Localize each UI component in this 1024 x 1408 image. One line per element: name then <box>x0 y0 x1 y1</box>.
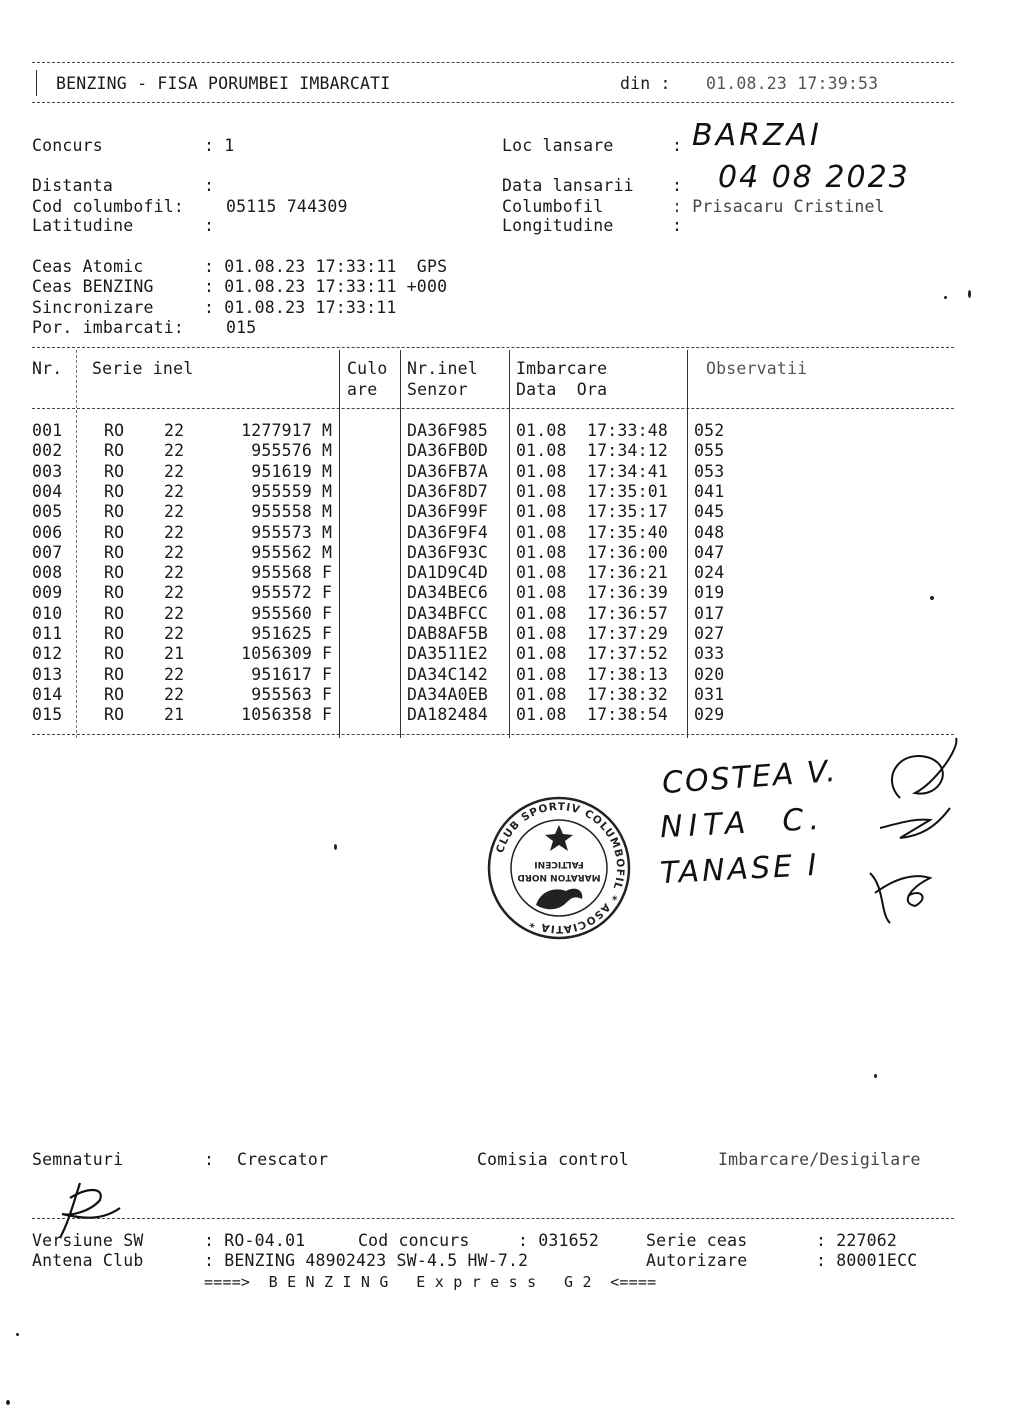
cell-data: 01.08 <box>516 542 567 562</box>
cell-tara: RO <box>104 705 125 725</box>
cell-nr: 012 <box>32 644 63 664</box>
handwritten-name-2: NITA C. <box>659 801 826 846</box>
cell-nr: 011 <box>32 624 63 643</box>
cell-senzor: DA36F9F4 <box>407 522 489 542</box>
cell-sex: M <box>322 441 333 461</box>
cell-an: 22 <box>164 481 185 501</box>
antena-club-value: : BENZING 48902423 SW-4.5 HW-7.2 <box>204 1251 529 1270</box>
autorizare-label: Autorizare <box>646 1251 748 1270</box>
cell-an: 22 <box>164 684 185 704</box>
commission-initials-icon <box>860 728 970 928</box>
table-row <box>0 705 1024 725</box>
col-header-observatii: Observatii <box>706 359 808 378</box>
cell-inel: 1056358 <box>241 705 312 725</box>
stamp-outer-text: CLUB SPORTIV COLUMBOFIL * ASOCIATIA * <box>494 800 627 936</box>
sincronizare-value: : 01.08.23 17:33:11 <box>204 298 397 317</box>
cell-ora: 17:34:12 <box>587 441 669 461</box>
cod-columbofil-label: Cod columbofil: <box>32 197 185 216</box>
cell-senzor: DA36F99F <box>407 502 489 522</box>
col-header-nrinel-2: Senzor <box>407 380 468 399</box>
cell-data: 01.08 <box>516 603 567 623</box>
cell-senzor: DA1D9C4D <box>407 563 489 583</box>
cell-sex: F <box>322 664 333 684</box>
versiune-sw-label: Versiune SW <box>32 1231 144 1250</box>
cell-an: 22 <box>164 624 185 643</box>
comisia-control-label: Comisia control <box>477 1150 630 1169</box>
cell-an: 22 <box>164 522 185 542</box>
table-row <box>0 482 1024 502</box>
cell-data: 01.08 <box>516 684 567 704</box>
cell-an: 22 <box>164 563 185 583</box>
col-header-culoare-1: Culo <box>347 359 388 378</box>
cell-inel: 955558 <box>251 502 312 522</box>
cell-tara: RO <box>104 644 125 664</box>
cell-nr: 008 <box>32 563 63 583</box>
scan-speck <box>968 290 971 298</box>
distanta-value: : <box>204 176 215 195</box>
cell-sex: F <box>322 624 333 643</box>
benzing-express-banner: ====> B E N Z I N G E x p r e s s G 2 <==== <box>204 1273 657 1291</box>
cell-sex: F <box>322 583 333 603</box>
footer-top-rule <box>32 1218 954 1219</box>
scan-speck <box>874 1074 877 1078</box>
antena-club-label: Antena Club <box>32 1251 144 1270</box>
cell-nr: 002 <box>32 441 63 461</box>
cell-an: 22 <box>164 542 185 562</box>
cell-obs: 045 <box>694 502 725 522</box>
cell-tara: RO <box>104 502 125 522</box>
cell-an: 21 <box>164 644 185 664</box>
scan-speck <box>16 1333 19 1336</box>
cell-nr: 013 <box>32 664 63 684</box>
porumbei-count-value: 015 <box>226 318 257 337</box>
cell-senzor: DA36FB0D <box>407 441 489 461</box>
cell-inel: 955563 <box>251 684 312 704</box>
cell-inel: 955576 <box>251 441 312 461</box>
columbofil-label: Columbofil <box>502 197 604 216</box>
cell-senzor: DAB8AF5B <box>407 624 489 643</box>
table-row <box>0 685 1024 705</box>
col-header-nr: Nr. <box>32 359 63 378</box>
col-header-culoare-2: are <box>347 380 378 399</box>
stamp-pigeon-icon <box>536 889 582 910</box>
table-row <box>0 644 1024 664</box>
latitudine-label: Latitudine <box>32 216 134 235</box>
data-lansarii-label: Data lansarii <box>502 176 634 195</box>
cell-ora: 17:36:39 <box>587 583 669 603</box>
cell-an: 22 <box>164 441 185 461</box>
cell-an: 22 <box>164 421 185 440</box>
cell-sex: M <box>322 522 333 542</box>
table-header-rule <box>32 408 954 409</box>
cell-ora: 17:38:32 <box>587 684 669 704</box>
cell-nr: 005 <box>32 502 63 522</box>
cell-obs: 020 <box>694 664 725 684</box>
club-stamp-icon <box>486 795 632 941</box>
concurs-value: : 1 <box>204 136 235 155</box>
cell-ora: 17:36:57 <box>587 603 669 623</box>
cell-inel: 951625 <box>251 624 312 643</box>
cell-nr: 015 <box>32 705 63 725</box>
longitudine-value: : <box>672 216 683 235</box>
cell-data: 01.08 <box>516 461 567 481</box>
loc-lansare-value: BARZAI <box>692 118 822 153</box>
cell-data: 01.08 <box>516 624 567 643</box>
cell-obs: 033 <box>694 644 725 664</box>
cell-senzor: DA36F8D7 <box>407 481 489 501</box>
columbofil-value: : Prisacaru Cristinel <box>672 197 885 216</box>
cell-data: 01.08 <box>516 664 567 684</box>
cell-tara: RO <box>104 441 125 461</box>
cell-obs: 055 <box>694 441 725 461</box>
cell-data: 01.08 <box>516 421 567 440</box>
cell-data: 01.08 <box>516 522 567 542</box>
col-header-imbarcare-1: Imbarcare <box>516 359 608 378</box>
cell-sex: M <box>322 502 333 522</box>
cell-inel: 955560 <box>251 603 312 623</box>
table-row <box>0 421 1024 441</box>
latitudine-value: : <box>204 216 215 235</box>
table-row <box>0 583 1024 603</box>
cell-tara: RO <box>104 603 125 623</box>
table-row <box>0 441 1024 461</box>
cell-tara: RO <box>104 563 125 583</box>
cell-inel: 1277917 <box>241 421 312 440</box>
cell-nr: 007 <box>32 542 63 562</box>
loc-lansare-sep: : <box>672 136 683 155</box>
cell-data: 01.08 <box>516 502 567 522</box>
cell-inel: 955559 <box>251 481 312 501</box>
cell-obs: 048 <box>694 522 725 542</box>
cell-sex: F <box>322 705 333 725</box>
cell-data: 01.08 <box>516 441 567 461</box>
table-row <box>0 543 1024 563</box>
scan-speck <box>334 844 337 850</box>
cell-inel: 951617 <box>251 664 312 684</box>
cell-inel: 955568 <box>251 563 312 583</box>
cell-ora: 17:34:41 <box>587 461 669 481</box>
cell-obs: 019 <box>694 583 725 603</box>
stamp-inner-line-1: MARATON NORD <box>517 872 601 882</box>
col-header-nrinel-1: Nr.inel <box>407 359 478 378</box>
autorizare-value: : 80001ECC <box>816 1251 918 1270</box>
document-title: BENZING - FISA PORUMBEI IMBARCATI <box>56 74 391 93</box>
cell-tara: RO <box>104 583 125 603</box>
data-lansarii-value: 04 08 2023 <box>718 160 910 195</box>
date-value: 01.08.23 17:39:53 <box>706 74 879 93</box>
handwritten-name-3: TANASE I <box>659 847 821 892</box>
cell-sex: M <box>322 542 333 562</box>
cell-data: 01.08 <box>516 583 567 603</box>
ceas-atomic-value: : 01.08.23 17:33:11 GPS <box>204 257 448 276</box>
cell-an: 22 <box>164 664 185 684</box>
date-label: din : <box>620 74 671 93</box>
cell-obs: 047 <box>694 542 725 562</box>
cell-nr: 006 <box>32 522 63 542</box>
table-row <box>0 604 1024 624</box>
cell-nr: 010 <box>32 603 63 623</box>
table-row <box>0 665 1024 685</box>
table-top-rule <box>32 347 954 348</box>
cell-senzor: DA34C142 <box>407 664 489 684</box>
cell-ora: 17:38:54 <box>587 705 669 725</box>
table-row <box>0 502 1024 522</box>
sincronizare-label: Sincronizare <box>32 298 154 317</box>
cell-ora: 17:37:29 <box>587 624 669 643</box>
crescator-label: Crescator <box>237 1150 329 1169</box>
cod-concurs-label: Cod concurs <box>358 1231 470 1250</box>
cod-columbofil-value: 05115 744309 <box>226 197 348 216</box>
handwritten-name-1: COSTEA V. <box>660 753 839 802</box>
cell-tara: RO <box>104 664 125 684</box>
cell-sex: M <box>322 481 333 501</box>
cell-sex: F <box>322 684 333 704</box>
header-bottom-rule <box>32 102 954 103</box>
table-row <box>0 462 1024 482</box>
scan-speck <box>944 296 947 299</box>
cell-ora: 17:37:52 <box>587 644 669 664</box>
cell-sex: M <box>322 421 333 440</box>
cell-ora: 17:36:00 <box>587 542 669 562</box>
cell-senzor: DA36FB7A <box>407 461 489 481</box>
cell-tara: RO <box>104 461 125 481</box>
cell-ora: 17:35:40 <box>587 522 669 542</box>
semnaturi-label: Semnaturi <box>32 1150 124 1169</box>
loc-lansare-label: Loc lansare <box>502 136 614 155</box>
cell-data: 01.08 <box>516 563 567 583</box>
semnaturi-sep: : <box>204 1150 215 1169</box>
cell-data: 01.08 <box>516 705 567 725</box>
table-row <box>0 563 1024 583</box>
header-top-rule <box>32 62 954 63</box>
cell-nr: 004 <box>32 481 63 501</box>
cell-sex: F <box>322 603 333 623</box>
data-lansarii-sep: : <box>672 176 683 195</box>
cell-tara: RO <box>104 421 125 440</box>
cell-ora: 17:35:17 <box>587 502 669 522</box>
cell-nr: 003 <box>32 461 63 481</box>
ceas-benzing-value: : 01.08.23 17:33:11 +000 <box>204 277 448 296</box>
cell-an: 22 <box>164 461 185 481</box>
cell-senzor: DA3511E2 <box>407 644 489 664</box>
cell-obs: 017 <box>694 603 725 623</box>
porumbei-count-label: Por. imbarcati: <box>32 318 185 337</box>
col-header-serie: Serie inel <box>92 359 194 378</box>
concurs-label: Concurs <box>32 136 103 155</box>
cell-sex: M <box>322 461 333 481</box>
cell-sex: F <box>322 644 333 664</box>
cell-senzor: DA34BEC6 <box>407 583 489 603</box>
cell-tara: RO <box>104 542 125 562</box>
cell-nr: 001 <box>32 421 63 440</box>
scan-speck <box>930 596 934 600</box>
cell-obs: 041 <box>694 481 725 501</box>
table-row <box>0 624 1024 644</box>
cell-nr: 009 <box>32 583 63 603</box>
cell-inel: 951619 <box>251 461 312 481</box>
cell-ora: 17:38:13 <box>587 664 669 684</box>
cell-obs: 024 <box>694 563 725 583</box>
versiune-sw-value: : RO-04.01 <box>204 1231 306 1250</box>
cell-tara: RO <box>104 624 125 643</box>
cell-data: 01.08 <box>516 481 567 501</box>
cell-an: 21 <box>164 705 185 725</box>
cell-senzor: DA34BFCC <box>407 603 489 623</box>
serie-ceas-label: Serie ceas <box>646 1231 748 1250</box>
ceas-benzing-label: Ceas BENZING <box>32 277 154 296</box>
stamp-inner-line-2: FALTICENI <box>534 859 584 869</box>
cell-tara: RO <box>104 481 125 501</box>
cell-ora: 17:36:21 <box>587 563 669 583</box>
cell-senzor: DA36F93C <box>407 542 489 562</box>
cell-inel: 1056309 <box>241 644 312 664</box>
cell-tara: RO <box>104 684 125 704</box>
stamp-star-icon <box>545 825 573 851</box>
cell-an: 22 <box>164 583 185 603</box>
cell-obs: 031 <box>694 684 725 704</box>
table-bottom-rule <box>32 734 954 735</box>
cell-inel: 955573 <box>251 522 312 542</box>
serie-ceas-value: : 227062 <box>816 1231 898 1250</box>
cell-data: 01.08 <box>516 644 567 664</box>
longitudine-label: Longitudine <box>502 216 614 235</box>
cell-tara: RO <box>104 522 125 542</box>
cell-obs: 053 <box>694 461 725 481</box>
cod-concurs-value: : 031652 <box>518 1231 600 1250</box>
cell-nr: 014 <box>32 684 63 704</box>
cell-ora: 17:33:48 <box>587 421 669 440</box>
cell-senzor: DA34A0EB <box>407 684 489 704</box>
cell-inel: 955562 <box>251 542 312 562</box>
cell-an: 22 <box>164 502 185 522</box>
cell-senzor: DA182484 <box>407 705 489 725</box>
cell-obs: 027 <box>694 624 725 643</box>
cell-obs: 052 <box>694 421 725 440</box>
table-row <box>0 523 1024 543</box>
cell-senzor: DA36F985 <box>407 421 489 440</box>
cell-inel: 955572 <box>251 583 312 603</box>
imbarcare-desigilare-label: Imbarcare/Desigilare <box>718 1150 921 1169</box>
cell-obs: 029 <box>694 705 725 725</box>
header-left-border <box>36 70 37 96</box>
distanta-label: Distanta <box>32 176 114 195</box>
cell-sex: F <box>322 563 333 583</box>
cell-an: 22 <box>164 603 185 623</box>
ceas-atomic-label: Ceas Atomic <box>32 257 144 276</box>
scan-speck <box>6 1400 10 1405</box>
cell-ora: 17:35:01 <box>587 481 669 501</box>
col-header-imbarcare-2: Data Ora <box>516 380 608 399</box>
